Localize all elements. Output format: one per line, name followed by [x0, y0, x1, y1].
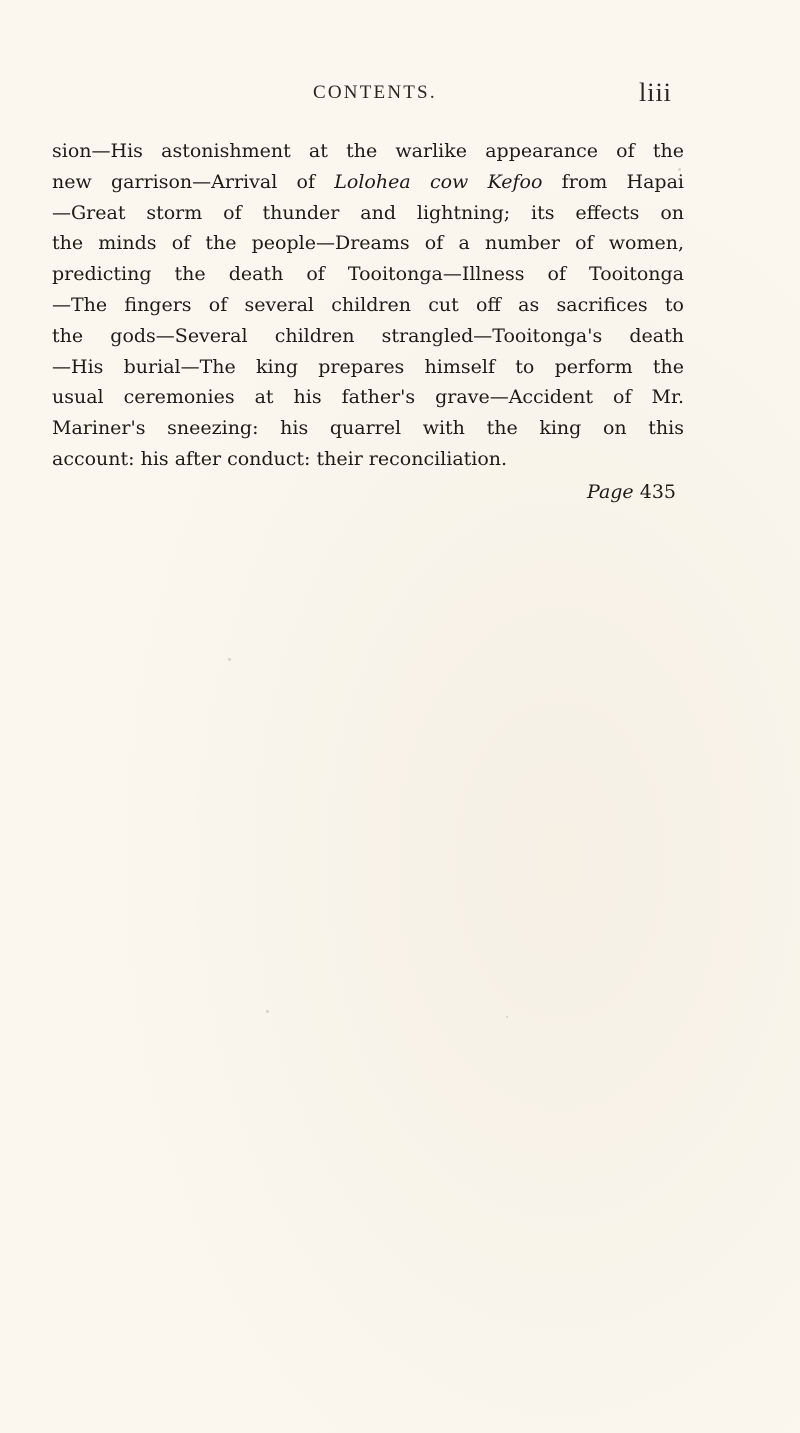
paper-speck	[678, 168, 681, 171]
page-ref-number: 435	[639, 480, 676, 503]
paper-speck	[266, 1010, 269, 1013]
page-reference	[52, 477, 684, 508]
text-fragment: new garrison—Arrival of	[52, 170, 335, 193]
text-line: the gods—Several children strangled—Tooitonga's death	[52, 324, 684, 347]
text-line: —The fingers of several children cut off as sacrifices to	[52, 293, 684, 316]
paper-speck	[228, 658, 231, 661]
text-line: account: his after conduct: their reconciliation.	[52, 447, 508, 470]
italic-name: Lolohea cow Kefoo	[334, 170, 543, 193]
text-line: Mariner's sneezing: his quarrel with the king on this	[52, 417, 684, 440]
text-line: the minds of the people—Dreams of a number of women,	[52, 232, 684, 255]
running-head	[0, 78, 800, 112]
text-fragment: from Hapai	[542, 170, 684, 193]
contents-paragraph	[52, 136, 684, 508]
text-line	[52, 167, 684, 198]
running-title: CONTENTS.	[313, 82, 437, 103]
text-line: —Great storm of thunder and lightning; its effects on	[52, 201, 684, 224]
text-line: sion—His astonishment at the warlike appearance of the	[52, 140, 684, 162]
paper-speck	[506, 1016, 508, 1018]
text-line: —His burial—The king prepares himself to perform the	[52, 355, 684, 378]
text-line: usual ceremonies at his father's grave—Accident of Mr.	[52, 386, 684, 409]
text-line: predicting the death of Tooitonga—Illness of Tooitonga	[52, 263, 684, 286]
page-label: Page	[587, 480, 634, 503]
page-number: liii	[639, 78, 672, 107]
